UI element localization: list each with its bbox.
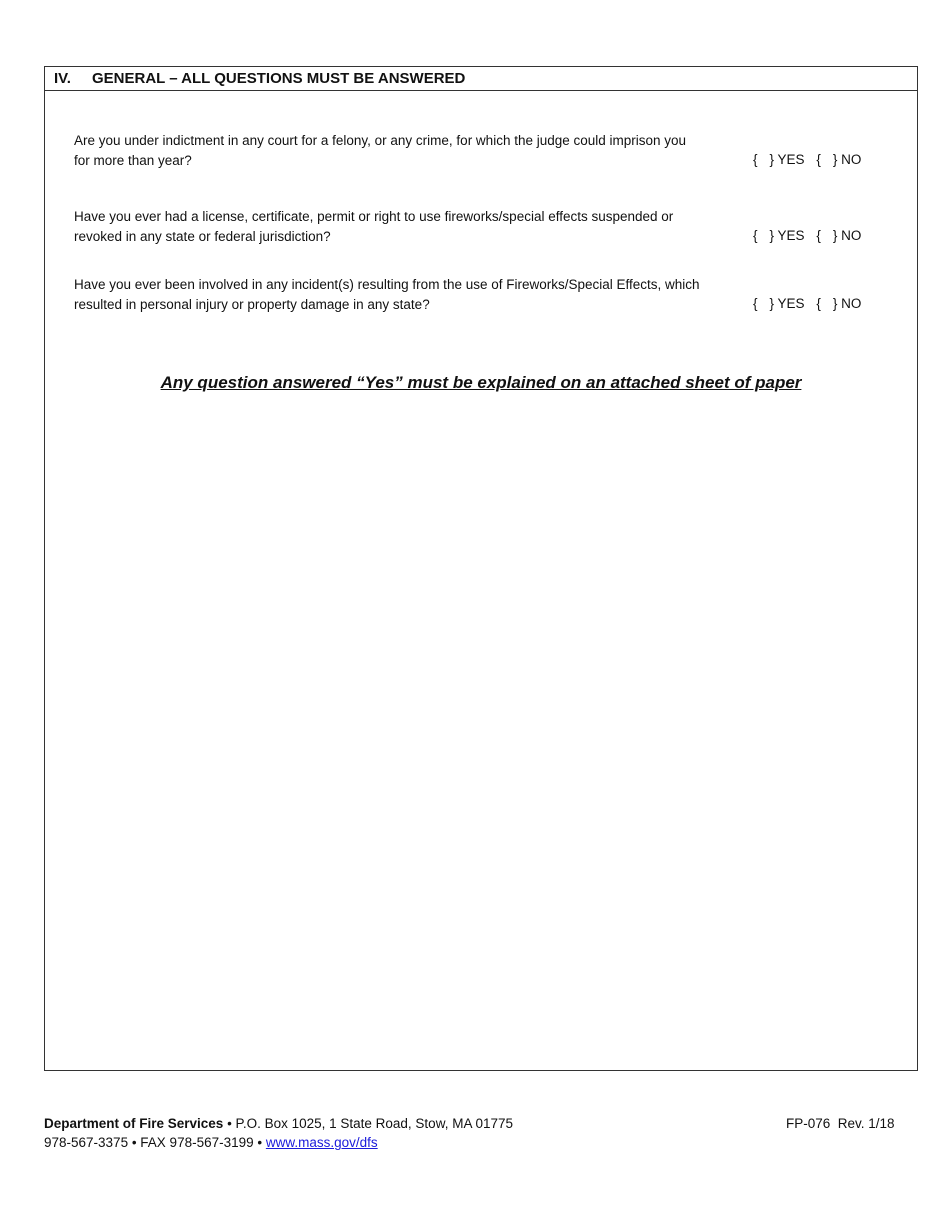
question-text-line: resulted in personal injury or property damage in any state? [74, 296, 430, 312]
question-text-line: Have you ever had a license, certificate, permit or right to use fireworks/special effects suspended or [74, 209, 674, 224]
no-checkbox[interactable]: { } [816, 296, 838, 311]
footer-line-2 [44, 1133, 513, 1152]
answer-indictment [753, 150, 873, 170]
department-name: Department of Fire Services [44, 1116, 224, 1131]
question-incident [74, 275, 744, 314]
question-indictment [74, 131, 744, 170]
explanation-note: Any question answered “Yes” must be explained on an attached sheet of paper [160, 373, 802, 392]
phone-fax: 978-567-3375 • FAX 978-567-3199 • [44, 1135, 266, 1150]
question-text-line: Have you ever been involved in any incident(s) resulting from the use of Fireworks/Special Effects, which [74, 277, 700, 292]
answer-incident [753, 294, 873, 314]
no-label: NO [841, 152, 862, 167]
no-checkbox[interactable]: { } [816, 152, 838, 167]
section-general [44, 66, 918, 1071]
footer-line-1 [44, 1114, 513, 1133]
yes-label: YES [777, 296, 805, 311]
no-label: NO [841, 228, 862, 243]
question-text-line: revoked in any state or federal jurisdiction? [74, 228, 331, 244]
question-text-line: Are you under indictment in any court for a felony, or any crime, for which the judge could imprison you [74, 133, 687, 148]
question-license-revoked [74, 207, 744, 246]
footer-contact [44, 1114, 513, 1152]
website-link[interactable]: www.mass.gov/dfs [265, 1135, 378, 1150]
question-text-line: for more than year? [74, 152, 192, 168]
yes-checkbox[interactable]: { } [753, 228, 775, 243]
yes-label: YES [777, 228, 805, 243]
no-label: NO [841, 296, 862, 311]
no-checkbox[interactable]: { } [816, 228, 838, 243]
section-title: GENERAL – ALL QUESTIONS MUST BE ANSWERED [92, 70, 466, 87]
form-id: FP-076 Rev. 1/18 [786, 1116, 895, 1131]
section-number: IV. [54, 70, 71, 87]
department-address: • P.O. Box 1025, 1 State Road, Stow, MA 01775 [223, 1116, 513, 1131]
answer-license-revoked [753, 226, 873, 246]
yes-checkbox[interactable]: { } [753, 152, 775, 167]
section-header [45, 67, 917, 91]
yes-checkbox[interactable]: { } [753, 296, 775, 311]
yes-label: YES [777, 152, 805, 167]
